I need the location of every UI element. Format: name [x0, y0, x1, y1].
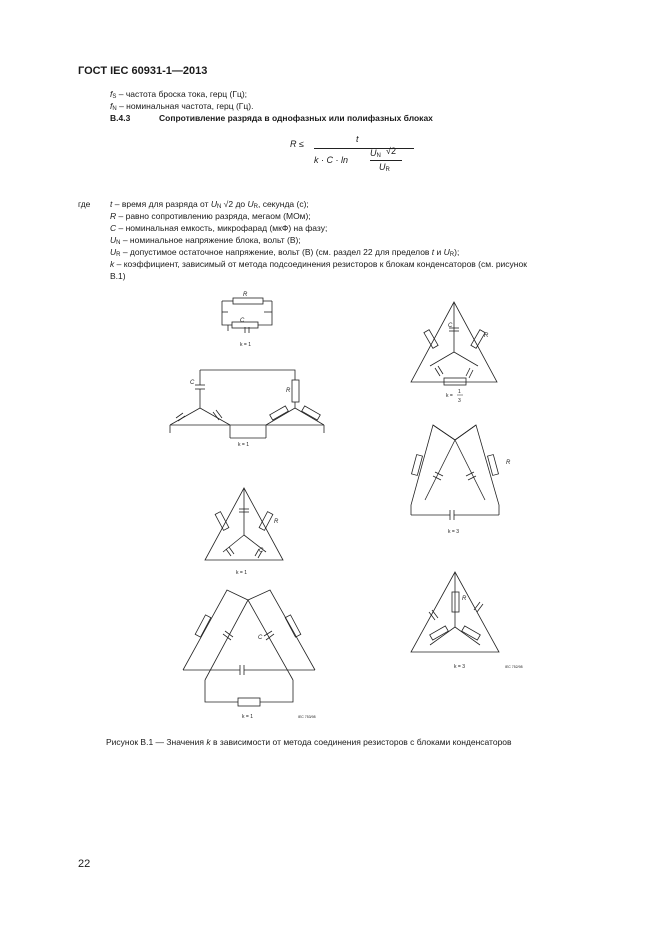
diagram-4-delta-resistors [411, 425, 511, 535]
d2-c-label: C [190, 380, 195, 386]
d6-k-label: k = 1 [242, 714, 253, 720]
where-ur: UR – допустимое остаточное напряжение, вольт (В) (см. раздел 22 для пределов t и UR); [110, 247, 460, 258]
where-r: R – равно сопротивлению разряда, мегаом (МОм); [110, 211, 311, 221]
where-c: C – номинальная емкость, микрофарад (мкФ) на фазу; [110, 223, 328, 233]
d1-c-label: C [240, 318, 245, 324]
formula-ur: UR [379, 162, 390, 173]
d1-r-label: R [243, 292, 248, 298]
d4-r-label: R [506, 460, 511, 466]
diagram-7-star-delta-resistors [411, 572, 523, 670]
where-k: k – коэффициент, зависимый от метода подсоединения резисторов к блокам конденсаторов (см. рисунок [110, 259, 527, 269]
where-k-cont: В.1) [110, 271, 126, 281]
section-title: Сопротивление разряда в однофазных или полифазных блоках [159, 113, 433, 123]
diagram-2-two-stars [170, 370, 324, 448]
d7-iec-ref: IEC 752/98 [505, 665, 523, 669]
d4-k-label: k = 3 [448, 529, 459, 535]
diagram-6-delta-bottom-r [183, 590, 316, 720]
d5-k-label: k = 1 [236, 570, 247, 576]
d3-r-label: R [484, 333, 489, 339]
d3-c-label: C [448, 323, 453, 329]
d1-k-label: k = 1 [240, 342, 251, 348]
page-number: 22 [78, 858, 91, 870]
diagram-1-simple [222, 292, 272, 348]
document-header: ГОСТ IEC 60931-1—2013 [78, 65, 208, 77]
d7-r-label: R [462, 596, 467, 602]
d7-k-label: k = 3 [454, 664, 465, 670]
formula-lhs: R ≤ [290, 139, 304, 149]
d6-iec-ref: IEC 753/98 [298, 715, 316, 719]
where-un: UN – номинальное напряжение блока, вольт (В); [110, 235, 301, 246]
def-fs: fS – частота броска тока, герц (Гц); [110, 89, 248, 100]
formula-sqrt2: √2 [386, 146, 396, 156]
diagram-3-star-in-triangle [411, 302, 497, 404]
d2-r-label: R [286, 388, 291, 394]
where-label: где [78, 199, 91, 209]
diagram-5-star-resistors [205, 488, 283, 576]
figure-caption: Рисунок В.1 — Значения k в зависимости от метода соединения резисторов с блоками конденсаторов [106, 737, 512, 747]
d5-r-label: R [274, 519, 279, 525]
formula-numerator: t [356, 134, 359, 144]
d2-k-label: k = 1 [238, 442, 249, 448]
d5-c-label: C [259, 548, 264, 554]
d3-k-den: 3 [458, 398, 461, 404]
def-fn: fN – номинальная частота, герц (Гц). [110, 101, 254, 112]
d3-k-num: 1 [458, 389, 461, 395]
formula-un: UN [370, 148, 381, 159]
section-number: В.4.3 [110, 113, 131, 123]
d3-k-prefix: k = [446, 393, 453, 399]
d6-c-label: C [258, 635, 263, 641]
where-t: t – время для разряда от UN √2 до UR, секунда (с); [110, 199, 309, 210]
formula-k: k · C · ln [314, 155, 349, 165]
